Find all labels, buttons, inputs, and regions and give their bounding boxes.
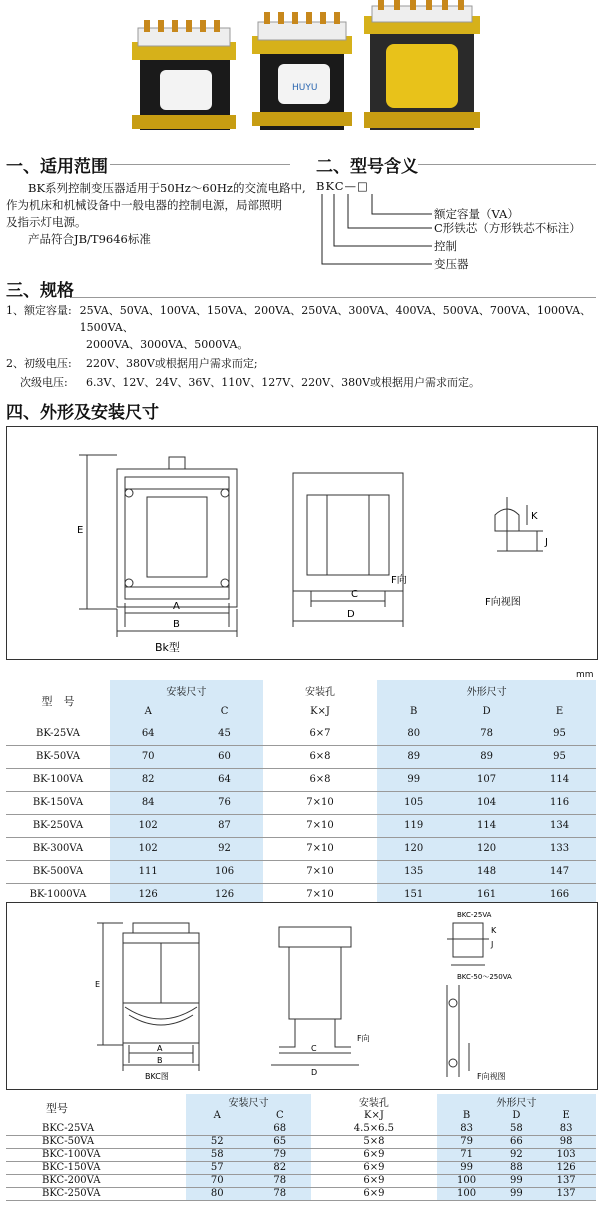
bkc-th-mount: 安装尺寸 — [186, 1094, 311, 1109]
bk-cell-kj: 6×7 — [263, 722, 378, 745]
bk-cell-c: 60 — [186, 745, 262, 768]
scope-text — [6, 180, 306, 248]
bk-cell-d: 148 — [450, 860, 523, 883]
bk-cell-model: BK-150VA — [6, 791, 110, 814]
product-photo — [120, 0, 480, 140]
bk-th-kj: K×J — [310, 705, 330, 717]
bkc-cell-c: 78 — [249, 1187, 312, 1200]
bkc-dim-b: B — [157, 1056, 163, 1065]
bkc-cell-model: BKC-150VA — [6, 1161, 186, 1174]
bk-th-c: C — [186, 700, 262, 722]
model-meaning-transformer: 变压器 — [434, 257, 469, 271]
bk-cell-c: 76 — [186, 791, 262, 814]
bkc-dim-e: E — [95, 980, 101, 989]
bkc-cell-c: 68 — [249, 1122, 312, 1135]
bkc-cell-e: 126 — [536, 1161, 596, 1174]
title-rule — [418, 164, 596, 165]
model-meaning-core: C形铁芯（方形铁芯不标注） — [434, 221, 581, 235]
bkc-cell-b: 100 — [437, 1174, 497, 1187]
bkc-cell-b: 100 — [437, 1187, 497, 1200]
bk-dim-d: D — [347, 609, 355, 620]
bk-cell-a: 64 — [110, 722, 186, 745]
bkc-cell-model: BKC-200VA — [6, 1174, 186, 1187]
bk-cell-model: BK-25VA — [6, 722, 110, 745]
bkc-cell-a: 57 — [186, 1161, 249, 1174]
bk-cell-d: 120 — [450, 837, 523, 860]
title-rule — [110, 164, 290, 165]
bkc-cell-d: 99 — [496, 1174, 536, 1187]
bk-dim-k: K — [531, 511, 538, 522]
bkc-cell-e: 103 — [536, 1148, 596, 1161]
bkc-cell-d: 66 — [496, 1135, 536, 1148]
bk-caption: Bk型 — [155, 641, 180, 654]
scope-line-1: BK系列控制变压器适用于50Hz～60Hz的交流电路中, — [28, 181, 306, 195]
bk-cell-a: 70 — [110, 745, 186, 768]
bkc-table-row — [6, 1122, 596, 1135]
title-rule — [72, 297, 596, 298]
bk-cell-a: 102 — [110, 814, 186, 837]
bk-cell-model: BK-100VA — [6, 768, 110, 791]
bkc-cell-d: 58 — [496, 1122, 536, 1135]
bk-cell-kj: 7×10 — [263, 791, 378, 814]
bkc-dim-c: C — [311, 1044, 317, 1053]
spec-capacity — [6, 302, 600, 336]
bk-cell-e: 166 — [523, 883, 596, 906]
bkc-cell-model: BKC-100VA — [6, 1148, 186, 1161]
bkc-cell-model: BKC-250VA — [6, 1187, 186, 1200]
bkc-cell-kj: 4.5×6.5 — [311, 1122, 437, 1135]
bkc-cell-c: 82 — [249, 1161, 312, 1174]
bk-th-hole: 安装孔 — [304, 686, 335, 698]
bkc-cell-d: 88 — [496, 1161, 536, 1174]
bk-cell-c: 87 — [186, 814, 262, 837]
spec-secondary — [6, 374, 600, 391]
bkc-cell-c: 65 — [249, 1135, 312, 1148]
bk-cell-b: 120 — [377, 837, 450, 860]
bk-spec-table — [6, 680, 596, 907]
bk-th-d: D — [450, 700, 523, 722]
bkc-th-kj: K×J — [363, 1110, 384, 1121]
scope-standard: 产品符合JB/T9646标准 — [28, 232, 151, 246]
bk-th-b: B — [377, 700, 450, 722]
model-code-diagram — [316, 176, 600, 288]
bk-cell-a: 102 — [110, 837, 186, 860]
bk-f-direction: F向 — [391, 575, 407, 586]
bk-cell-d: 107 — [450, 768, 523, 791]
bk-cell-kj: 6×8 — [263, 745, 378, 768]
bkc-cell-d: 99 — [496, 1187, 536, 1200]
bkc-table-row — [6, 1187, 596, 1200]
bk-cell-e: 114 — [523, 768, 596, 791]
bk-cell-b: 80 — [377, 722, 450, 745]
bk-cell-kj: 7×10 — [263, 837, 378, 860]
bk-cell-b: 135 — [377, 860, 450, 883]
bk-cell-a: 126 — [110, 883, 186, 906]
bk-cell-e: 95 — [523, 745, 596, 768]
bkc-table-row — [6, 1161, 596, 1174]
bk-cell-model: BK-50VA — [6, 745, 110, 768]
bkc-cell-kj: 6×9 — [311, 1148, 437, 1161]
bkc-th-hole: 安装孔 — [358, 1098, 389, 1109]
bkc-label-25: BKC-25VA — [457, 911, 492, 919]
bkc-cell-b: 99 — [437, 1161, 497, 1174]
bk-cell-e: 134 — [523, 814, 596, 837]
bkc-table-row — [6, 1148, 596, 1161]
model-meaning-control: 控制 — [434, 239, 457, 253]
bkc-cell-a — [186, 1122, 249, 1135]
spec-capacity-label: 1、额定容量: — [6, 304, 72, 317]
bk-cell-model: BK-500VA — [6, 860, 110, 883]
bk-cell-kj: 7×10 — [263, 883, 378, 906]
bkc-cell-a: 70 — [186, 1174, 249, 1187]
bk-cell-e: 95 — [523, 722, 596, 745]
model-code: BKC—□ — [316, 179, 369, 193]
bk-cell-kj: 6×8 — [263, 768, 378, 791]
bk-table-row — [6, 722, 596, 745]
bk-th-model: 型 号 — [41, 695, 75, 708]
section-title-spec: 三、规格 — [6, 281, 74, 301]
bk-th-mount: 安装尺寸 — [110, 680, 263, 700]
bkc-dim-j: J — [491, 940, 494, 949]
bk-cell-d: 89 — [450, 745, 523, 768]
bkc-cell-c: 78 — [249, 1174, 312, 1187]
bkc-caption: BKC图 — [145, 1072, 169, 1081]
bk-th-e: E — [523, 700, 596, 722]
bk-table-row — [6, 768, 596, 791]
spec-list — [6, 302, 600, 391]
bk-cell-kj: 7×10 — [263, 814, 378, 837]
bk-table-row — [6, 837, 596, 860]
bk-cell-a: 84 — [110, 791, 186, 814]
bk-drawing-panel — [6, 426, 598, 660]
bk-cell-c: 45 — [186, 722, 262, 745]
bk-dim-a: A — [173, 601, 180, 612]
bkc-cell-c: 79 — [249, 1148, 312, 1161]
bkc-cell-e: 137 — [536, 1174, 596, 1187]
bk-cell-d: 78 — [450, 722, 523, 745]
bkc-drawing-panel — [6, 902, 598, 1090]
bk-table-row — [6, 814, 596, 837]
transformer-3-image — [364, 0, 480, 130]
bk-cell-d: 114 — [450, 814, 523, 837]
bkc-cell-kj: 6×9 — [311, 1187, 437, 1200]
bk-f-view: F向视图 — [485, 597, 521, 608]
spec-secondary-label: 次级电压: — [20, 376, 68, 389]
bk-table-row — [6, 860, 596, 883]
bk-cell-b: 151 — [377, 883, 450, 906]
bkc-table-row — [6, 1135, 596, 1148]
bk-cell-e: 133 — [523, 837, 596, 860]
bk-th-a: A — [110, 700, 186, 722]
bk-cell-b: 89 — [377, 745, 450, 768]
bkc-cell-b: 79 — [437, 1135, 497, 1148]
unit-label: mm — [576, 670, 594, 680]
transformer-2-image — [252, 12, 352, 130]
bkc-label-50-250: BKC-50～250VA — [457, 973, 512, 981]
section-title-model: 二、型号含义 — [316, 157, 418, 177]
spec-primary-value: 220V、380V或根据用户需求而定; — [86, 357, 258, 370]
bkc-dim-k: K — [491, 926, 497, 935]
bk-cell-b: 99 — [377, 768, 450, 791]
bkc-th-b: B — [437, 1109, 497, 1122]
bk-cell-model: BK-250VA — [6, 814, 110, 837]
scope-line-3: 及指示灯电源。 — [6, 215, 87, 229]
bk-cell-b: 105 — [377, 791, 450, 814]
bkc-cell-a: 80 — [186, 1187, 249, 1200]
bkc-f-view: F向视图 — [477, 1072, 506, 1081]
bkc-table-row — [6, 1174, 596, 1187]
bk-cell-d: 161 — [450, 883, 523, 906]
model-meaning-capacity: 额定容量（VA） — [434, 207, 519, 221]
bk-cell-c: 92 — [186, 837, 262, 860]
bkc-cell-a: 52 — [186, 1135, 249, 1148]
bkc-th-e: E — [536, 1109, 596, 1122]
section-title-outline: 四、外形及安装尺寸 — [6, 403, 159, 423]
bkc-th-outline: 外形尺寸 — [437, 1094, 596, 1109]
bk-dim-e: E — [77, 525, 84, 536]
bkc-cell-d: 92 — [496, 1148, 536, 1161]
spec-primary-label: 2、初级电压: — [6, 357, 72, 370]
bk-cell-c: 106 — [186, 860, 262, 883]
bk-cell-a: 111 — [110, 860, 186, 883]
bkc-cell-a: 58 — [186, 1148, 249, 1161]
section-title-scope: 一、适用范围 — [6, 157, 108, 177]
bkc-cell-kj: 6×9 — [311, 1174, 437, 1187]
bk-dim-j: J — [545, 537, 548, 548]
bkc-th-c: C — [249, 1109, 312, 1122]
bk-cell-e: 116 — [523, 791, 596, 814]
brand-label: HUYU — [292, 83, 318, 93]
bkc-th-a: A — [186, 1109, 249, 1122]
bkc-cell-model: BKC-50VA — [6, 1135, 186, 1148]
bkc-f-direction: F向 — [357, 1034, 370, 1043]
bkc-th-model: 型号 — [46, 1102, 68, 1115]
bkc-cell-kj: 5×8 — [311, 1135, 437, 1148]
bkc-cell-model: BKC-25VA — [6, 1122, 186, 1135]
spec-capacity-value: 25VA、50VA、100VA、150VA、200VA、250VA、300VA、400VA、500VA、700VA、1000VA、1500VA、 — [79, 304, 592, 334]
bk-cell-model: BK-1000VA — [6, 883, 110, 906]
bk-dim-c: C — [351, 589, 358, 600]
bk-cell-a: 82 — [110, 768, 186, 791]
bk-th-outline: 外形尺寸 — [377, 680, 596, 700]
bk-cell-model: BK-300VA — [6, 837, 110, 860]
bk-cell-kj: 7×10 — [263, 860, 378, 883]
bkc-cell-b: 83 — [437, 1122, 497, 1135]
bk-cell-c: 64 — [186, 768, 262, 791]
spec-secondary-value: 6.3V、12V、24V、36V、110V、127V、220V、380V或根据用户需求而定。 — [86, 376, 481, 389]
bkc-th-d: D — [496, 1109, 536, 1122]
bk-cell-d: 104 — [450, 791, 523, 814]
bkc-spec-table — [6, 1094, 596, 1201]
scope-line-2: 作为机床和机械设备中一般电器的控制电源，局部照明 — [6, 198, 282, 212]
bkc-dim-a: A — [157, 1044, 163, 1053]
bk-cell-b: 119 — [377, 814, 450, 837]
bkc-cell-e: 137 — [536, 1187, 596, 1200]
bkc-dim-d: D — [311, 1068, 318, 1077]
bkc-cell-e: 98 — [536, 1135, 596, 1148]
bk-cell-e: 147 — [523, 860, 596, 883]
bkc-cell-kj: 6×9 — [311, 1161, 437, 1174]
bkc-cell-b: 71 — [437, 1148, 497, 1161]
bkc-cell-e: 83 — [536, 1122, 596, 1135]
bk-table-row — [6, 745, 596, 768]
spec-capacity-value-cont: 2000VA、3000VA、5000VA。 — [86, 338, 249, 351]
bk-table-row — [6, 791, 596, 814]
transformer-1-image — [132, 20, 236, 130]
spec-primary — [6, 355, 600, 372]
bk-cell-c: 126 — [186, 883, 262, 906]
bk-dim-b: B — [173, 619, 180, 630]
